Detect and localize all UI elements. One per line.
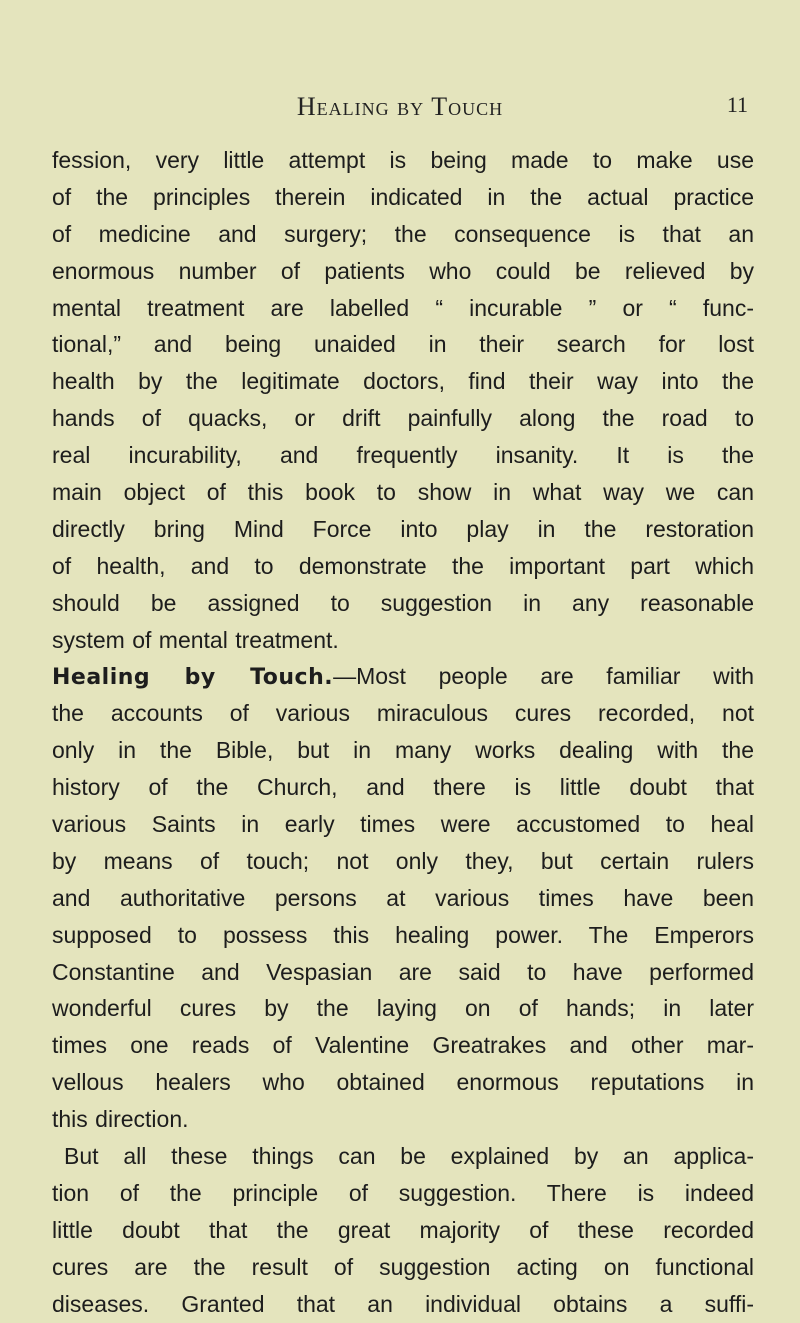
text-line: diseases. Granted that an individual obtains a suffi- [52, 1290, 754, 1317]
text-line: health by the legitimate doctors, find their way into the [52, 368, 754, 395]
text-line: tional,” and being unaided in their search for lost [52, 331, 754, 358]
page-header [0, 92, 800, 128]
text-line: Constantine and Vespasian are said to have performed [52, 958, 754, 985]
text-line: But all these things can be explained by an applica- [64, 1143, 754, 1170]
text-line: system of mental treatment. [52, 626, 339, 653]
text-line: of medicine and surgery; the consequence is that an [52, 220, 754, 247]
text-line: and authoritative persons at various times have been [52, 884, 754, 911]
text-line: of health, and to demonstrate the important part which [52, 552, 754, 579]
text-line: should be assigned to suggestion in any reasonable [52, 589, 754, 616]
text-line: directly bring Mind Force into play in the restoration [52, 515, 754, 542]
text-line: wonderful cures by the laying on of hands; in later [52, 995, 754, 1022]
text-line: little doubt that the great majority of these recorded [52, 1216, 754, 1243]
text-line: only in the Bible, but in many works dealing with the [52, 737, 754, 764]
text-line: times one reads of Valentine Greatrakes and other mar- [52, 1032, 754, 1059]
text-line: by means of touch; not only they, but certain rulers [52, 847, 754, 874]
text-line: fession, very little attempt is being made to make use [52, 147, 754, 173]
text-line: cures are the result of suggestion acting on functional [52, 1253, 754, 1280]
text-line: mental treatment are labelled “ incurable ” or “ func- [52, 294, 754, 321]
text-line: various Saints in early times were accustomed to heal [52, 811, 754, 838]
text-line: this direction. [52, 1106, 189, 1133]
text-line: tion of the principle of suggestion. There is indeed [52, 1179, 754, 1206]
text-line: history of the Church, and there is little doubt that [52, 774, 754, 801]
text-line: real incurability, and frequently insanity. It is the [52, 442, 754, 469]
text-line: main object of this book to show in what way we can [52, 479, 754, 506]
text-line: enormous number of patients who could be relieved by [52, 257, 754, 284]
page-number: 11 [726, 92, 748, 117]
text-line: vellous healers who obtained enormous reputations in [52, 1069, 754, 1096]
text-line: the accounts of various miraculous cures recorded, not [52, 700, 754, 727]
page-body [52, 142, 754, 1323]
text-line: supposed to possess this healing power. The Emperors [52, 921, 754, 948]
section-first-line [52, 658, 754, 695]
section-first-line-text: —Most people are familiar with [333, 663, 755, 690]
text-line: hands of quacks, or drift painfully along the road to [52, 405, 754, 432]
section-heading: Healing by Touch. [52, 665, 334, 691]
text-line: of the principles therein indicated in the actual practice [52, 183, 754, 210]
running-title: Healing by Touch [296, 92, 504, 121]
